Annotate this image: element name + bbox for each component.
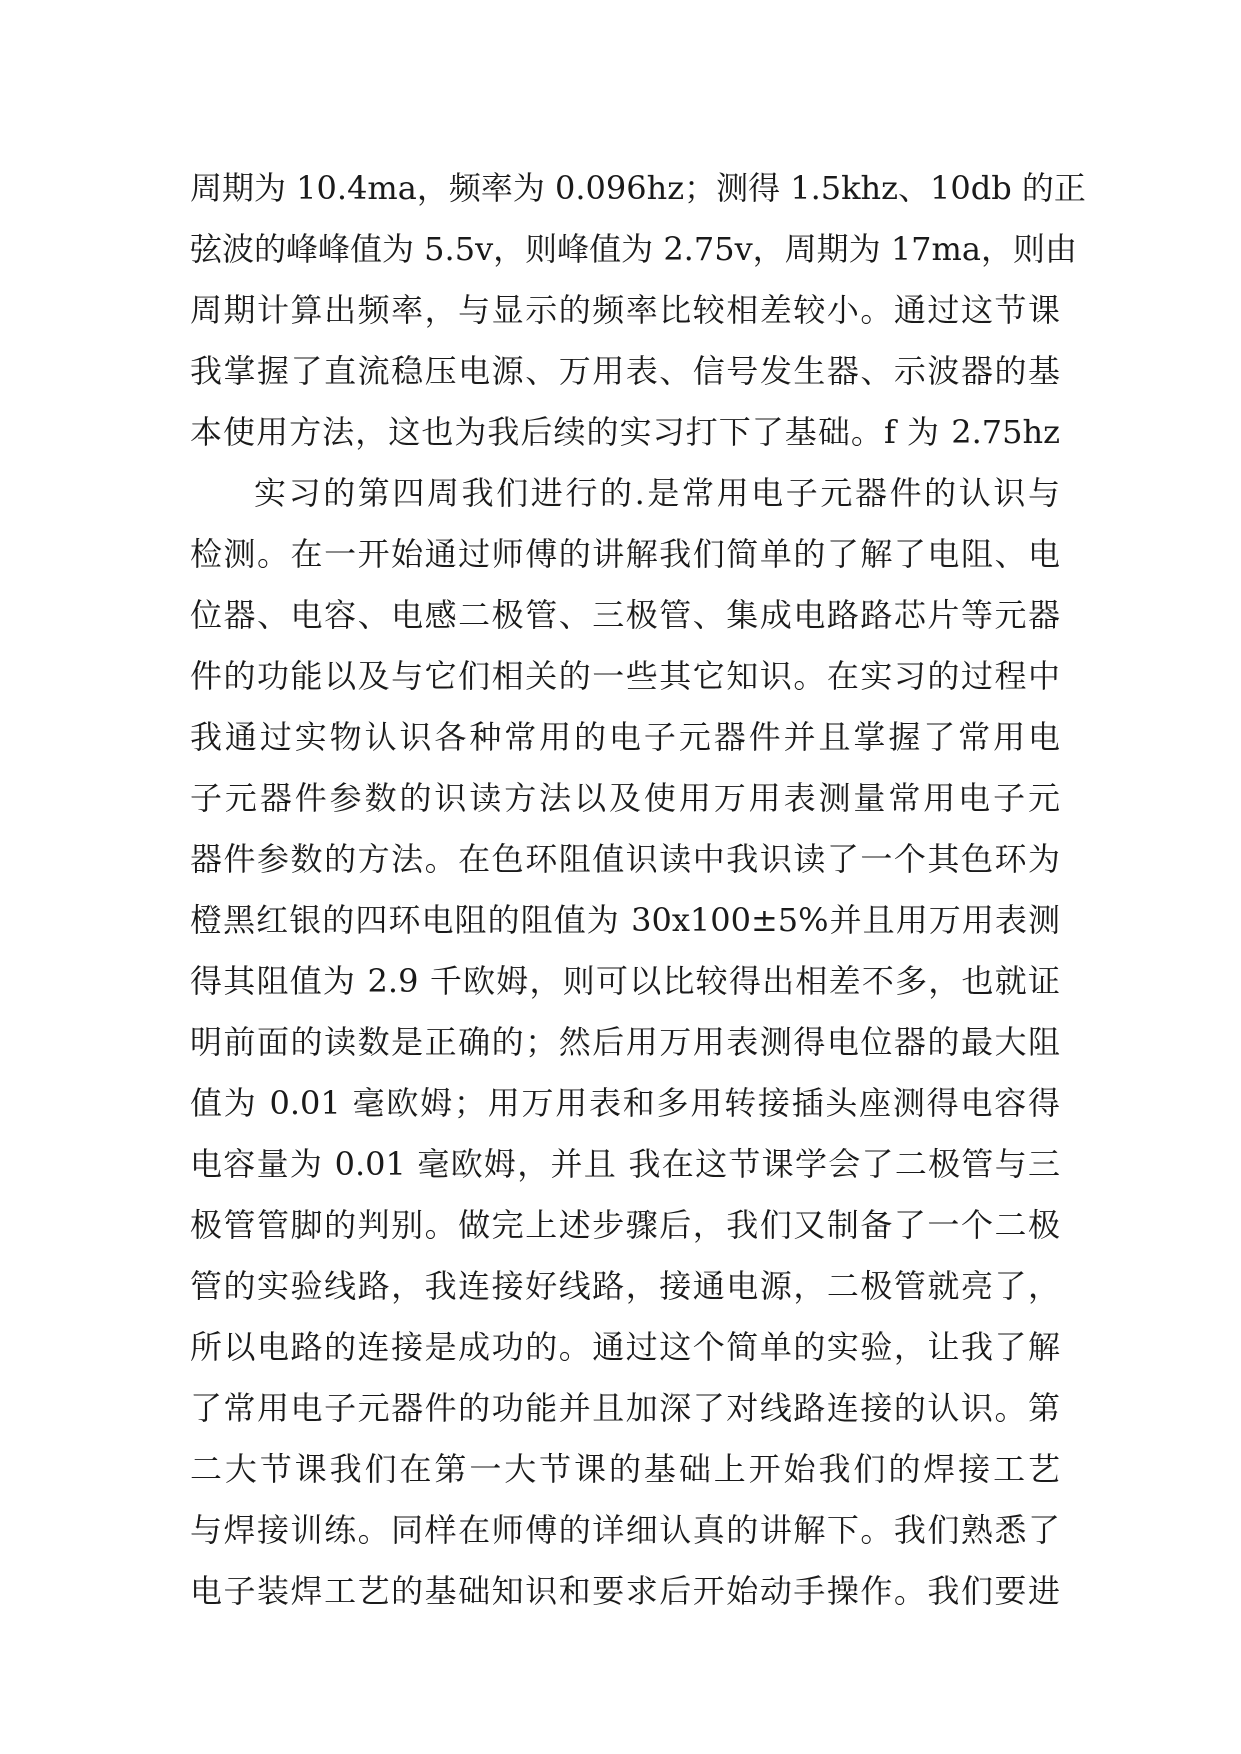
text-line: 周期为 10.4ma，频率为 0.096hz；测得 1.5khz、10db 的正 — [190, 169, 1086, 207]
text-line: 得其阻值为 2.9 千欧姆，则可以比较得出相差不多，也就证 — [190, 962, 1060, 1000]
text-line: 了常用电子元器件的功能并且加深了对线路连接的认识。第 — [190, 1389, 1060, 1427]
text-line: 管的实验线路，我连接好线路，接通电源，二极管就亮了， — [190, 1267, 1060, 1305]
text-line: 电子装焊工艺的基础知识和要求后开始动手操作。我们要进 — [190, 1572, 1060, 1610]
text-line: 值为 0.01 毫欧姆；用万用表和多用转接插头座测得电容得 — [190, 1084, 1060, 1122]
text-line: 我掌握了直流稳压电源、万用表、信号发生器、示波器的基 — [190, 352, 1060, 390]
text-line: 弦波的峰峰值为 5.5v，则峰值为 2.75v，周期为 17ma，则由 — [190, 230, 1077, 268]
text-line: 子元器件参数的识读方法以及使用万用表测量常用电子元 — [190, 779, 1060, 817]
text-line: 位器、电容、电感二极管、三极管、集成电路路芯片等元器 — [190, 596, 1060, 634]
text-line: 检测。在一开始通过师傅的讲解我们简单的了解了电阻、电 — [190, 535, 1060, 573]
text-line: 本使用方法，这也为我后续的实习打下了基础。f 为 2.75hz — [190, 413, 1060, 451]
body-text — [190, 158, 1086, 1622]
text-line: 橙黑红银的四环电阻的阻值为 30x100±5%并且用万用表测 — [190, 901, 1060, 939]
text-line: 极管管脚的判别。做完上述步骤后，我们又制备了一个二极 — [190, 1206, 1060, 1244]
text-line: 器件参数的方法。在色环阻值识读中我识读了一个其色环为 — [190, 840, 1060, 878]
text-line: 件的功能以及与它们相关的一些其它知识。在实习的过程中 — [190, 657, 1060, 695]
text-line: 所以电路的连接是成功的。通过这个简单的实验，让我了解 — [190, 1328, 1060, 1366]
text-line: 电容量为 0.01 毫欧姆，并且 我在这节课学会了二极管与三 — [190, 1145, 1060, 1183]
text-line: 明前面的读数是正确的；然后用万用表测得电位器的最大阻 — [190, 1023, 1060, 1061]
text-line: 我通过实物认识各种常用的电子元器件并且掌握了常用电 — [190, 718, 1060, 756]
text-line: 周期计算出频率，与显示的频率比较相差较小。通过这节课 — [190, 291, 1060, 329]
text-line: 与焊接训练。同样在师傅的详细认真的讲解下。我们熟悉了 — [190, 1511, 1060, 1549]
paragraph-first-line: 实习的第四周我们进行的.是常用电子元器件的认识与 — [254, 474, 1060, 512]
text-line: 二大节课我们在第一大节课的基础上开始我们的焊接工艺 — [190, 1450, 1060, 1488]
